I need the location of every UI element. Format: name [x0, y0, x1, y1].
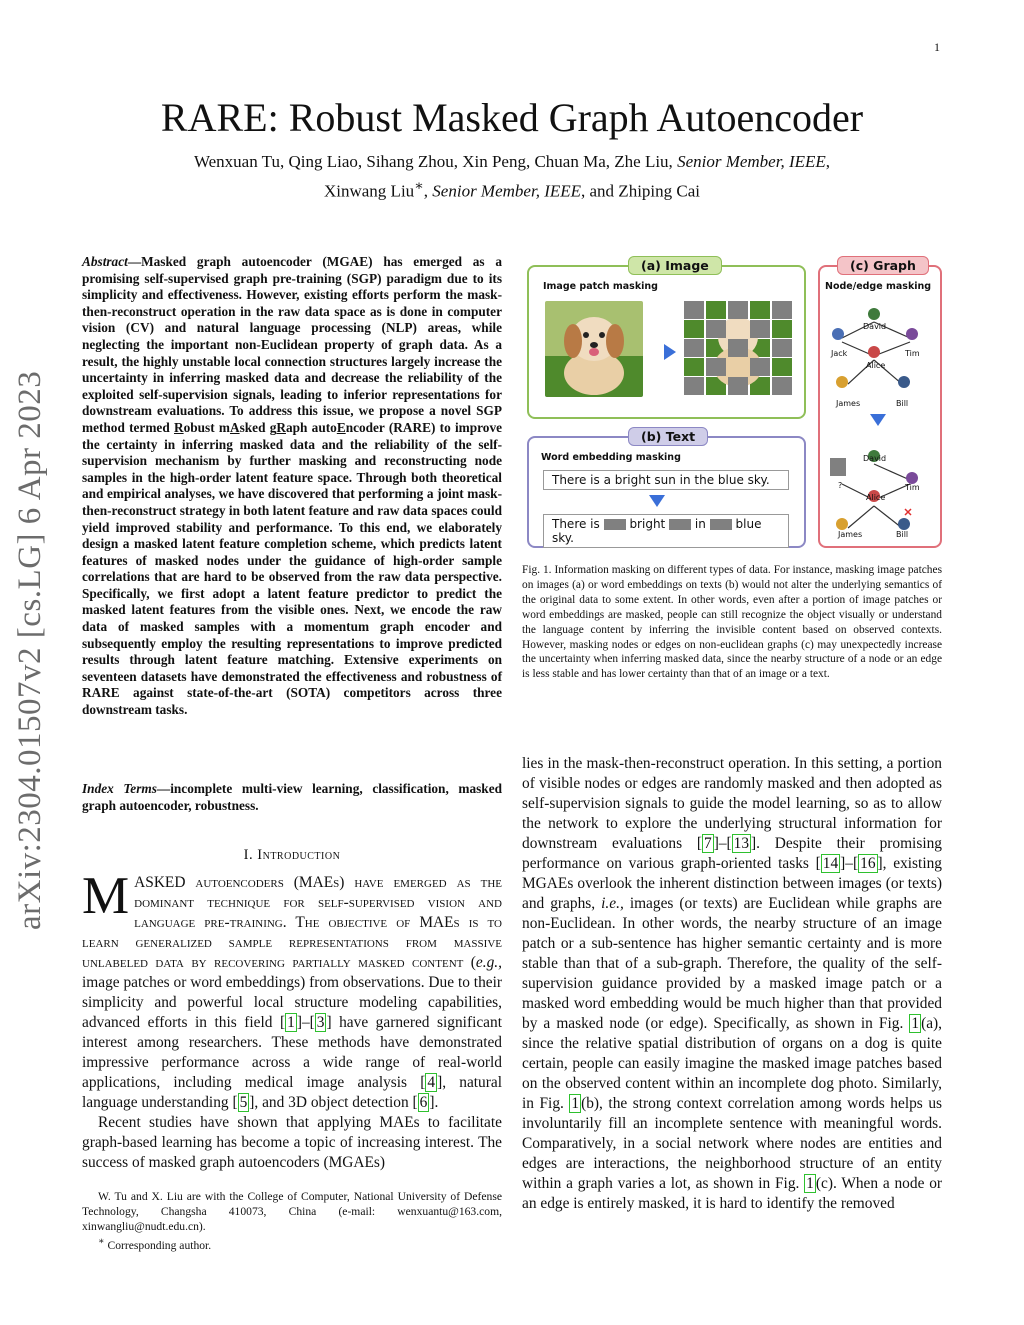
footnote-corresponding: Corresponding author. — [107, 1238, 212, 1252]
abstract-text-2: (RARE) to improve the certainty in inferring masked data and the reliability of the self-supervision mechanism by further masking and reconstructing node samples in the high-order latent feature space. Through both theoretical and empirical analyses, we have discovered that performing a joint mask-then-reconstruct strategy in both latent feature and raw data spaces could yield improved stability and performance. To this end, we elaborately design a masked latent feature completion scheme, which predicts latent features of masked nodes under the guidance of high-order sample correlations that are hard to be observed from the raw data perspective. Specifically, we first adopt a latent feature predictor to predict the masked latent features from the visible ones. Next, we encode the raw data of masked samples with a momentum graph encoder and subsequently employ the resulting representations to improve predicted results through latent feature matching. Extensive experiments on seventeen datasets have demonstrated the effectiveness and robustness of RARE against state-of-the-art (SOTA) competitors across three downstream tasks. — [82, 419, 503, 718]
image-panel-subtitle: Image patch masking — [543, 281, 658, 292]
corresponding-star: ∗ — [414, 178, 424, 194]
arrow-right-icon — [664, 344, 676, 360]
sentence-masked: There is bright in blue sky. — [543, 514, 789, 548]
citation-link[interactable]: 4 — [427, 1074, 436, 1091]
text-panel-subtitle: Word embedding masking — [541, 452, 681, 463]
authors-line2-end: , and Zhiping Cai — [581, 181, 700, 201]
graph-diagram — [820, 294, 938, 542]
node-david: David — [863, 322, 887, 331]
arrow-down-icon — [649, 495, 665, 507]
image-panel-tag: (a) Image — [628, 256, 722, 275]
dog-photo — [545, 301, 643, 397]
paper-title: RARE: Robust Masked Graph Autoencoder — [160, 95, 864, 140]
citation-link[interactable]: 6 — [419, 1094, 428, 1111]
figure-caption: Fig. 1. Information masking on different types of data. For instance, masking image patches on images (a) or word embeddings on texts (b) would not alter the underlying semantics of the original data to some extent. In other words, even after a portion of image patches or word embeddings are masked, people can still recognize the object visually or understand the language content by inferring the invisible content based on observed contexts. However, masking nodes or edges on non-euclidean graphs (c) may unexpectedly increase the uncertainty when inferring masked data, since the nearby structure of a node or an edge is less stable and has lower certainty than that of an image or a text. — [522, 564, 942, 681]
index-terms-label: Index Terms — [82, 781, 157, 796]
figure-link[interactable]: 1 — [806, 1175, 814, 1192]
node-tim: Tim — [905, 349, 920, 358]
footnotes: W. Tu and X. Liu are with the College of Computer, National University of Defense Technology, Changsha 410073, China (e-mail: wenxuantu@163.com, xinwangliu@nudt.edu.cn). ∗ Corresponding author. — [82, 1190, 502, 1252]
citation-link[interactable]: 5 — [239, 1094, 248, 1111]
masked-dog-grid — [684, 301, 792, 397]
abstract-label: Abstract — [82, 254, 128, 269]
node-bill: Bill — [896, 399, 909, 408]
node-bill-masked: Bill — [896, 530, 909, 539]
figure-1 — [527, 254, 943, 550]
citation-link[interactable]: 3 — [316, 1014, 325, 1031]
intro-paragraph-2: Recent studies have shown that applying MAEs to facilitate graph-based learning has become a topic of increasing interest. The success of masked graph autoencoders (MGAEs) — [82, 1114, 502, 1171]
citation-link[interactable]: 7 — [704, 835, 712, 852]
node-alice: Alice — [866, 361, 886, 370]
node-unknown: ? — [838, 481, 843, 490]
author-corresponding: Xinwang Liu — [323, 181, 415, 201]
node-david-masked: David — [863, 454, 887, 463]
figure-link[interactable]: 1 — [571, 1095, 580, 1112]
page-number: 1 — [934, 40, 940, 54]
text-panel-tag: (b) Text — [628, 427, 708, 446]
node-jack: Jack — [831, 349, 848, 358]
introduction-text: MASKED autoencoders (MAEs) have emerged as the dominant technique for self-supervised vision and language pre-training. The objective of MAEs is to learn generalized sample representations from massive unlabeled data by recovering partially masked content (e.g., image patches or word embeddings) from observations. Due to their simplicity and powerful local structure modeling capabilities, advanced efforts in this field [ 1 ]–[ 3 ] have garnered significant interest among researchers. These methods have demonstrated impressive performance across a wide range of real-world applications, including medical image analysis [ 4 ], natural language understanding [ 5 ], and 3D object detection [ 6 ]. Recent studies have shown that applying MAEs to facilitate graph-based learning has become a topic of increasing interest. The success of masked graph autoencoders (MGAEs) — [82, 867, 502, 1171]
section-heading: I. Introduction — [243, 847, 341, 863]
sentence-full: There is a bright sun in the blue sky. — [543, 470, 789, 490]
abstract: Abstract—Masked graph autoencoder (MGAE) has emerged as a promising self-supervised graph pre-training (SGP) paradigm due to its simplicity and effectiveness. However, existing efforts perform the mask-then-reconstruct operation in the raw data space as is done in computer vision (CV) and natural language processing (NLP) areas, while neglecting the important non-Euclidean property of graph data. As a result, the highly unstable local connection structures largely increase the uncertainty in inferring masked data and decrease the reliability of the exploited self-supervision signals, leading to inferior representations for downstream evaluations. To address this issue, we propose a novel SGP method termed Robust mAsked gRaph autoEncoder (RARE) to improve the certainty in inferring masked data and the reliability of the self-supervision mechanism by further masking and reconstructing node samples in the high-order latent feature space. Through both theoretical and empirical analyses, we have discovered that performing a joint mask-then-reconstruct strategy in both latent feature and raw data spaces could yield improved stability and performance. To this end, we elaborately design a masked latent feature completion scheme, which predicts latent features of masked nodes under the guidance of high-order sample correlations that are hard to be observed from the raw data perspective. Specifically, we first adopt a latent feature predictor to predict the masked latent features from the visible ones. Next, we encode the raw data of masked samples with a momentum graph encoder and subsequently employ the resulting representations to improve predicted results through latent feature matching. Extensive experiments on seventeen datasets have demonstrated the effectiveness and robustness of RARE against state-of-the-art (SOTA) competitors across three downstream tasks. — [82, 254, 503, 718]
authors-role1: Senior Member, IEEE — [677, 152, 826, 171]
index-terms-text: —incomplete multi-view learning, classification, masked graph autoencoder, robustness. — [82, 781, 502, 813]
citation-link[interactable]: 1 — [287, 1014, 295, 1031]
section-title: Introduction — [257, 847, 341, 863]
graph-panel-subtitle: Node/edge masking — [825, 281, 932, 292]
authors-line1: Wenxuan Tu, Qing Liao, Sihang Zhou, Xin Peng, Chuan Ma, Zhe Liu, — [193, 152, 673, 171]
figure-link[interactable]: 1 — [911, 1015, 920, 1032]
footnote-affiliation: W. Tu and X. Liu are with the College of Computer, National University of Defense Technology, Changsha 410073, China (e-mail: wenxuantu@163.com, xinwangliu@nudt.edu.cn). — [82, 1190, 502, 1233]
node-james: James — [836, 399, 861, 408]
index-terms — [82, 781, 502, 814]
right-column-text: lies in the mask-then-reconstruct operation. In this setting, a portion of visible nodes or edges are randomly masked and then adopted as self-supervision signals to guide the model learning, so as to allow the network to explore the underlying structural information for downstream evaluations [ 7 ]–[ 13 ]. Despite their promising performance on various graph-oriented tasks [ 14 ]–[ 16 ], existing MGAEs overlook the inherent distinction between images (or texts) and graphs, i.e., images (or texts) are Euclidean while graphs are non-Euclidean. In other words, the nearby structure of an image patch or a sub-sentence has higher semantic certainty and is more stable than that of a sub-graph. Therefore, the quality of the self-supervision guidance provided by a masked image patch or a masked word embedding would be much higher than that provided by a masked node (or edge). Specifically, as shown in Fig. 1 (a), since the relative spatial distribution of organs on a dog is quite certain, people can easily imagine the masked image patches based on the observed content within an incomplete dog photo. Similarly, in Fig. 1 (b), the strong context correlation among words helps us involuntarily fill an incomplete sentence with meaningful words. Comparatively, in a social network where nodes are entities and edges are interactions, the neighborhood structure of an entity within a graph varies a lot, as shown in Fig. 1 (c). When a node or an edge is entirely masked, it is hard to identify the removed — [522, 755, 943, 1212]
node-tim-masked: Tim — [905, 483, 920, 492]
citation-link[interactable]: 14 — [822, 855, 839, 872]
authors-role2: Senior Member, IEEE — [432, 181, 582, 201]
graph-panel-tag: (c) Graph — [837, 256, 929, 275]
dropcap: M — [82, 867, 130, 925]
node-alice-masked: Alice — [866, 493, 886, 502]
abstract-text-1: —Masked graph autoencoder (MGAE) has emerged as a promising self-supervised graph pre-training (SGP) paradigm due to its simplicity and effectiveness. However, existing efforts perform the mask-then-reconstruct operation in the raw data space as is done in computer vision (CV) and natural language processing (NLP) areas, while neglecting the important non-Euclidean property of graph data. As a result, the highly unstable local connection structures largely increase the uncertainty in inferring masked data and decrease the reliability of the exploited self-supervision signals, leading to inferior representations for downstream evaluations. To address this issue, we propose a novel SGP method termed — [82, 254, 502, 435]
citation-link[interactable]: 13 — [733, 835, 750, 852]
arxiv-identifier: arXiv:2304.01507v2 [cs.LG] 6 Apr 2023 — [12, 370, 48, 930]
author-list: Wenxuan Tu, Qing Liao, Sihang Zhou, Xin Peng, Chuan Ma, Zhe Liu, Senior Member, IEEE, Xinwang Liu∗, Senior Member, IEEE, and Zhiping Cai — [193, 152, 831, 201]
node-james-masked: James — [838, 530, 863, 539]
citation-link[interactable]: 16 — [860, 855, 876, 872]
